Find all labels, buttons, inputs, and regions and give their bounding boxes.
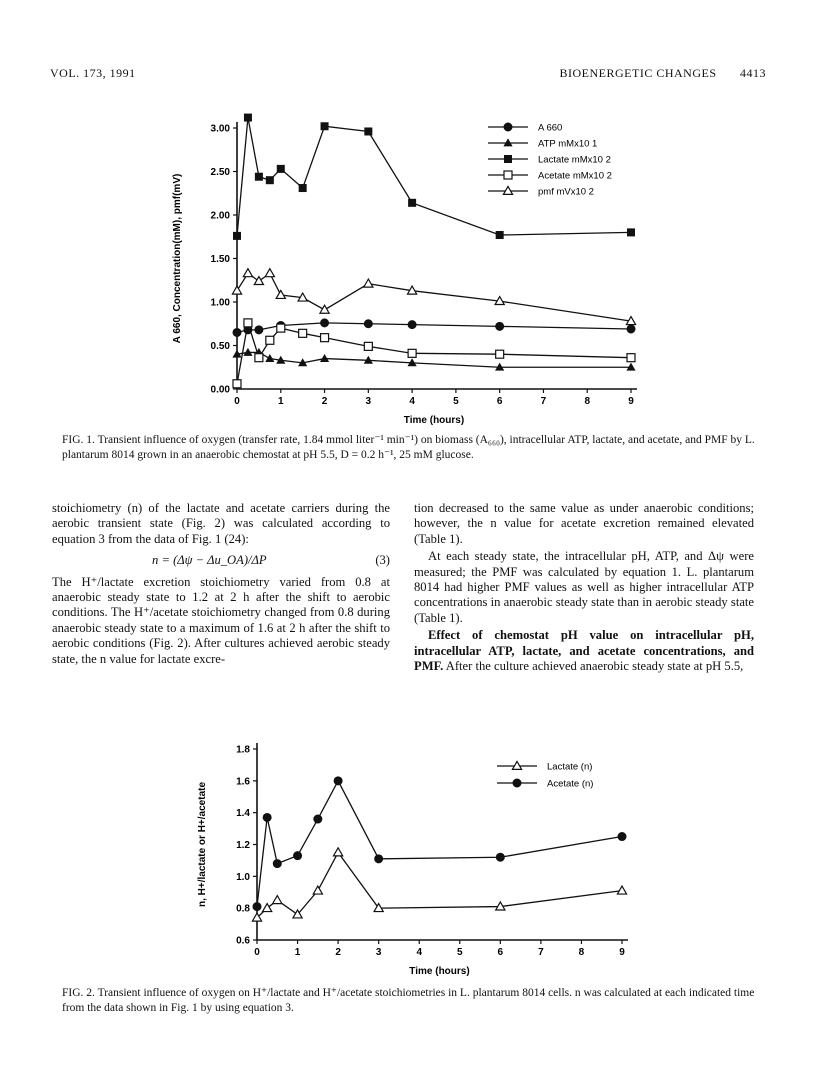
figure-1-chart	[0, 0, 816, 440]
legend-label: Lactate (n)	[547, 761, 593, 773]
y-tick-label: 1.0	[236, 871, 250, 883]
x-tick-label: 6	[496, 396, 503, 407]
x-tick-label: 4	[416, 947, 423, 958]
data-point	[244, 319, 252, 327]
legend-marker	[504, 171, 512, 179]
data-point	[265, 354, 274, 362]
equation-text: n = (Δψ − Δu_OA)/ΔP	[152, 553, 267, 568]
data-point	[263, 904, 272, 912]
series-line	[237, 352, 631, 367]
legend-label: Lactate mMx10 2	[538, 154, 611, 166]
y-tick-label: 1.4	[236, 808, 250, 820]
data-point	[496, 853, 504, 861]
data-point	[408, 199, 416, 207]
right-paragraph-1: tion decreased to the same value as under anaerobic conditions; however, the n value for acetate excretion remained elevated (Table 1).	[414, 501, 754, 546]
data-point	[408, 349, 416, 357]
data-point	[334, 848, 343, 856]
x-tick-label: 1	[294, 947, 301, 958]
series-4	[233, 319, 635, 388]
y-tick-label: 2.00	[210, 210, 230, 222]
data-point	[299, 329, 307, 337]
right-paragraph-3	[414, 628, 754, 674]
data-point	[277, 165, 285, 173]
data-point	[233, 232, 241, 240]
y-tick-label: 2.50	[210, 167, 230, 178]
x-tick-label: 8	[578, 947, 585, 958]
series-2	[253, 777, 626, 911]
legend-label: pmf mVx10 2	[538, 186, 594, 198]
data-point	[244, 114, 252, 122]
data-point	[364, 320, 372, 328]
x-tick-label: 3	[375, 947, 382, 958]
data-point	[263, 813, 271, 821]
section-heading: Effect of chemostat pH value on intracellular pH, intracellular ATP, lactate, and acetate concentrations, and PMF.	[414, 628, 754, 674]
right-column	[414, 501, 754, 674]
y-ticks	[236, 745, 257, 947]
legend	[488, 123, 612, 198]
legend-marker	[504, 155, 512, 163]
x-tick-label: 0	[254, 947, 260, 958]
left-paragraph-2: The H⁺/lactate excretion stoichiometry varied from 0.8 at anaerobic steady state to 1.2 at 2 h after the shift to aerobic conditions. The H⁺/acetate stoichiometry changed from 0.8 during anaerobic steady state to a maximum of 1.6 at 2 h after the shift to aerobic conditions (Fig. 2). After cultures achieved aerobic steady state, the n value for lactate excre-	[52, 574, 390, 666]
running-title: BIOENERGETIC CHANGES	[559, 66, 717, 80]
y-tick-label: 0.6	[236, 935, 250, 947]
data-point	[299, 184, 307, 192]
data-point	[233, 380, 241, 388]
legend-label: Acetate mMx10 2	[538, 170, 612, 182]
y-tick-label: 0.00	[210, 384, 230, 396]
data-point	[277, 324, 285, 332]
y-axis-label: n, H+/lactate or H+/acetate	[197, 781, 208, 908]
y-tick-label: 1.00	[210, 297, 230, 309]
data-point	[334, 777, 342, 785]
x-tick-label: 3	[365, 396, 372, 407]
data-point	[254, 277, 263, 285]
series-1	[252, 848, 626, 921]
y-tick-label: 0.8	[236, 903, 250, 915]
y-tick-label: 3.00	[210, 123, 230, 135]
left-paragraph-1: stoichiometry (n) of the lactate and acetate carriers during the aerobic transient state (Fig. 2) was calculated according to equation 3 from the data of Fig. 1 (24):	[52, 501, 390, 546]
data-point	[273, 896, 282, 904]
legend	[497, 761, 593, 789]
data-point	[364, 127, 372, 135]
data-point	[314, 815, 322, 823]
y-tick-label: 1.6	[236, 776, 250, 788]
data-point	[496, 231, 504, 239]
legend-marker	[504, 123, 512, 131]
data-point	[627, 325, 635, 333]
data-point	[375, 855, 383, 863]
right-paragraph-2: At each steady state, the intracellular pH, ATP, and Δψ were measured; the PMF was calculated by equation 1. L. plantarum 8014 had higher PMF values as well as higher intracellular ATP concentrations in anaerobic steady state than in aerobic steady state (Table 1).	[414, 549, 754, 625]
x-axis-label: Time (hours)	[403, 415, 465, 426]
data-point	[321, 334, 329, 342]
figure-2-caption: FIG. 2. Transient influence of oxygen on H⁺/lactate and H⁺/acetate stoichiometries in L. plantarum 8014 cells. n was calculated at each indicated time from the data shown in Fig. 1 by using equation 3.	[62, 987, 755, 1014]
legend-label: ATP mMx10 1	[538, 138, 598, 150]
data-point	[320, 305, 329, 313]
data-point	[496, 322, 504, 330]
x-tick-label: 7	[540, 396, 547, 407]
x-tick-label: 4	[409, 396, 415, 407]
data-point	[232, 286, 241, 294]
series-line	[257, 852, 622, 917]
data-point	[627, 228, 635, 236]
data-point	[617, 886, 626, 894]
data-point	[618, 833, 626, 841]
data-point	[321, 319, 329, 327]
series-2	[232, 348, 635, 371]
x-tick-label: 7	[538, 947, 544, 958]
series-5	[232, 269, 635, 325]
legend-label: Acetate (n)	[547, 778, 594, 790]
data-point	[233, 328, 241, 336]
data-point	[266, 176, 274, 184]
data-point	[408, 321, 416, 329]
x-tick-label: 6	[497, 947, 504, 958]
data-point	[255, 354, 263, 362]
volume-label: VOL. 173, 1991	[50, 66, 136, 80]
data-point	[253, 903, 261, 911]
data-point	[273, 860, 281, 868]
y-ticks	[211, 124, 237, 396]
data-point	[243, 269, 252, 277]
page-number: 4413	[740, 66, 766, 80]
y-tick-label: 1.2	[236, 840, 250, 851]
equation-3	[152, 553, 390, 568]
y-tick-label: 1.50	[210, 254, 230, 265]
left-column	[52, 501, 390, 667]
data-point	[313, 886, 322, 894]
y-tick-label: 1.8	[236, 744, 250, 756]
series-line	[237, 323, 631, 333]
data-point	[320, 354, 329, 362]
section-text: After the culture achieved anaerobic steady state at pH 5.5,	[445, 659, 744, 674]
series-line	[257, 778, 622, 907]
x-ticks	[254, 940, 625, 958]
x-tick-label: 8	[584, 396, 591, 407]
x-ticks	[234, 389, 634, 407]
data-point	[266, 336, 274, 344]
data-point	[255, 326, 263, 334]
series-line	[237, 323, 631, 384]
x-tick-label: 5	[456, 947, 463, 958]
figure-1-caption: FIG. 1. Transient influence of oxygen (transfer rate, 1.84 mmol liter⁻¹ min⁻¹) on biomass (A₆₆₀), intracellular ATP, lactate, and acetate, and PMF by L. plantarum 8014 grown in an anaerobic chemostat at pH 5.5, D = 0.2 h⁻¹, 25 mM glucose.	[62, 434, 755, 461]
data-point	[276, 290, 285, 298]
data-point	[496, 350, 504, 358]
data-point	[294, 852, 302, 860]
series-line	[237, 273, 631, 321]
legend-marker	[513, 779, 521, 787]
x-tick-label: 1	[277, 396, 284, 407]
x-tick-label: 9	[619, 947, 625, 958]
data-point	[364, 342, 372, 350]
x-tick-label: 9	[628, 396, 634, 407]
x-axis-label: Time (hours)	[409, 966, 470, 977]
equation-number: (3)	[375, 553, 390, 568]
data-point	[321, 122, 329, 130]
y-tick-label: 0.50	[210, 341, 230, 352]
data-point	[364, 279, 373, 287]
x-tick-label: 2	[321, 396, 328, 407]
legend-label: A 660	[538, 122, 563, 134]
figure-2-chart	[0, 692, 816, 982]
series-1	[233, 319, 635, 337]
data-point	[265, 269, 274, 277]
data-point	[255, 173, 263, 181]
y-axis-label: A 660, Concentration(mM), pmf(mV)	[172, 173, 183, 344]
data-point	[627, 354, 635, 362]
x-tick-label: 0	[234, 396, 240, 407]
x-tick-label: 2	[335, 947, 341, 958]
x-tick-label: 5	[453, 396, 459, 407]
